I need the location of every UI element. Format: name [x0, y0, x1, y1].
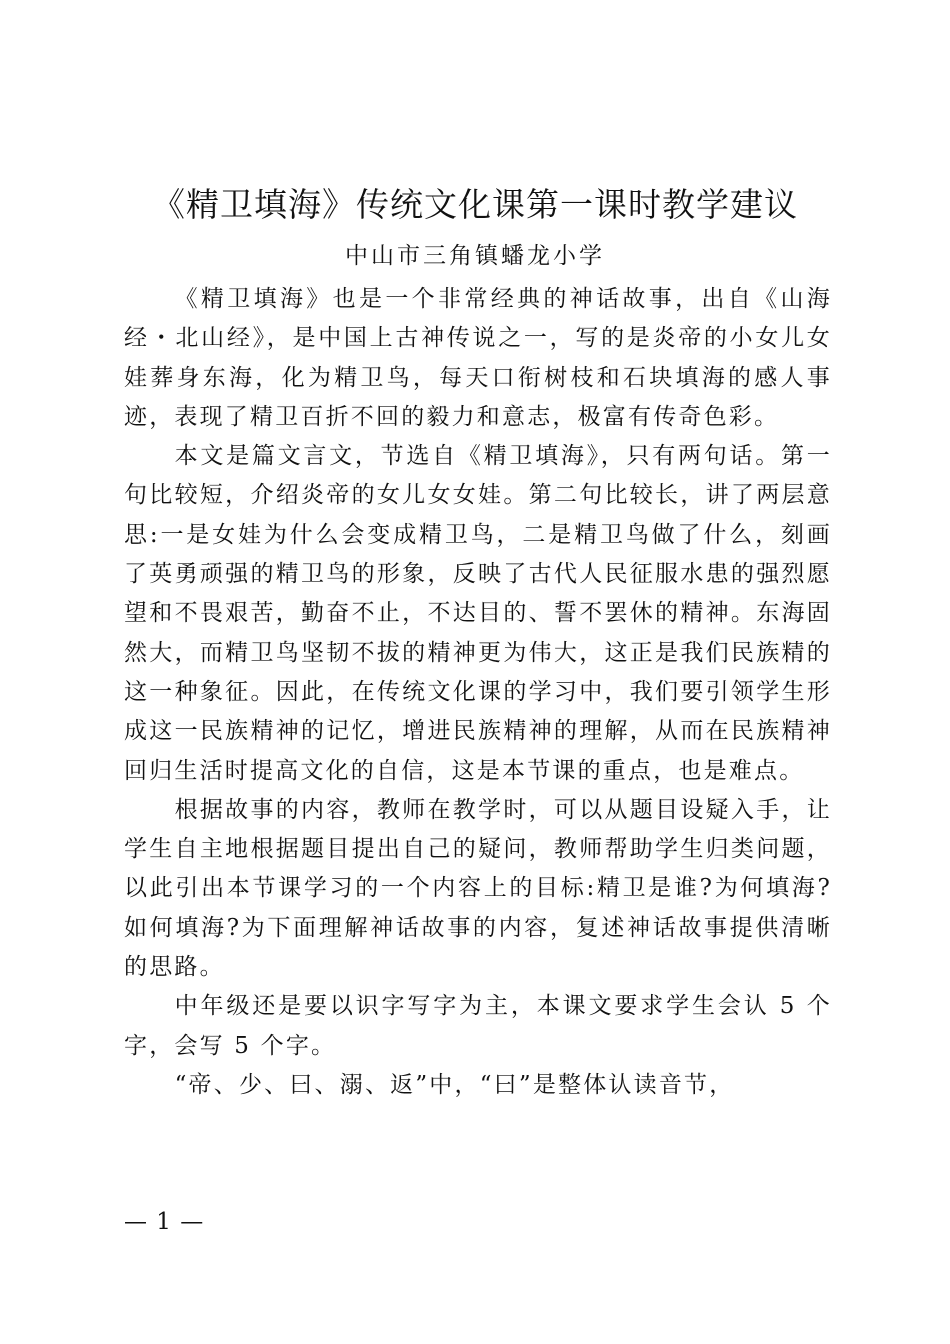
paragraph-5: “帝、少、曰、溺、返”中，“曰”是整体认读音节， — [174, 1071, 735, 1098]
author-line: 中山市三角镇蟠龙小学 — [345, 243, 605, 269]
paragraph-1: 《精卫填海》也是一个非常经典的神话故事，出自《山海经・北山经》，是中国上古神传说之一，写的是炎帝的小女儿女娃葬身东海，化为精卫鸟，每天口衔树枝和石块填海的感人事迹，表现了精卫百折不回的毅力和意志，极富有传奇色彩。 — [124, 286, 832, 430]
document-title: 《精卫填海》传统文化课第一课时教学建议 — [152, 185, 798, 224]
paragraph-4: 中年级还是要以识字写字为主，本课文要求学生会认 5 个字，会写 5 个字。 — [124, 993, 832, 1059]
page-number: — 1 — — [124, 1209, 205, 1235]
paragraph-2: 本文是篇文言文，节选自《精卫填海》，只有两句话。第一句比较短，介绍炎帝的女儿女女娃。第二句比较长，讲了两层意思:一是女娃为什么会变成精卫鸟，二是精卫鸟做了什么，刻画了英勇顽强的精卫鸟的形象，反映了古代人民征服水患的强烈愿望和不畏艰苦，勤奋不止，不达目的、誓不罢休的精神。东海固然大，而精卫鸟坚韧不拔的精神更为伟大，这正是我们民族精的这一种象征。因此，在传统文化课的学习中，我们要引领学生形成这一民族精神的记忆，增进民族精神的理解，从而在民族精神回归生活时提高文化的自信，这是本节课的重点，也是难点。 — [124, 443, 832, 784]
paragraph-3: 根据故事的内容，教师在教学时，可以从题目设疑入手，让学生自主地根据题目提出自己的疑问，教师帮助学生归类问题，以此引出本节课学习的一个内容上的目标:精卫是谁?为何填海?如何填海?为下面理解神话故事的内容，复述神话故事提供清晰的思路。 — [124, 796, 832, 981]
document-body — [124, 280, 832, 1105]
